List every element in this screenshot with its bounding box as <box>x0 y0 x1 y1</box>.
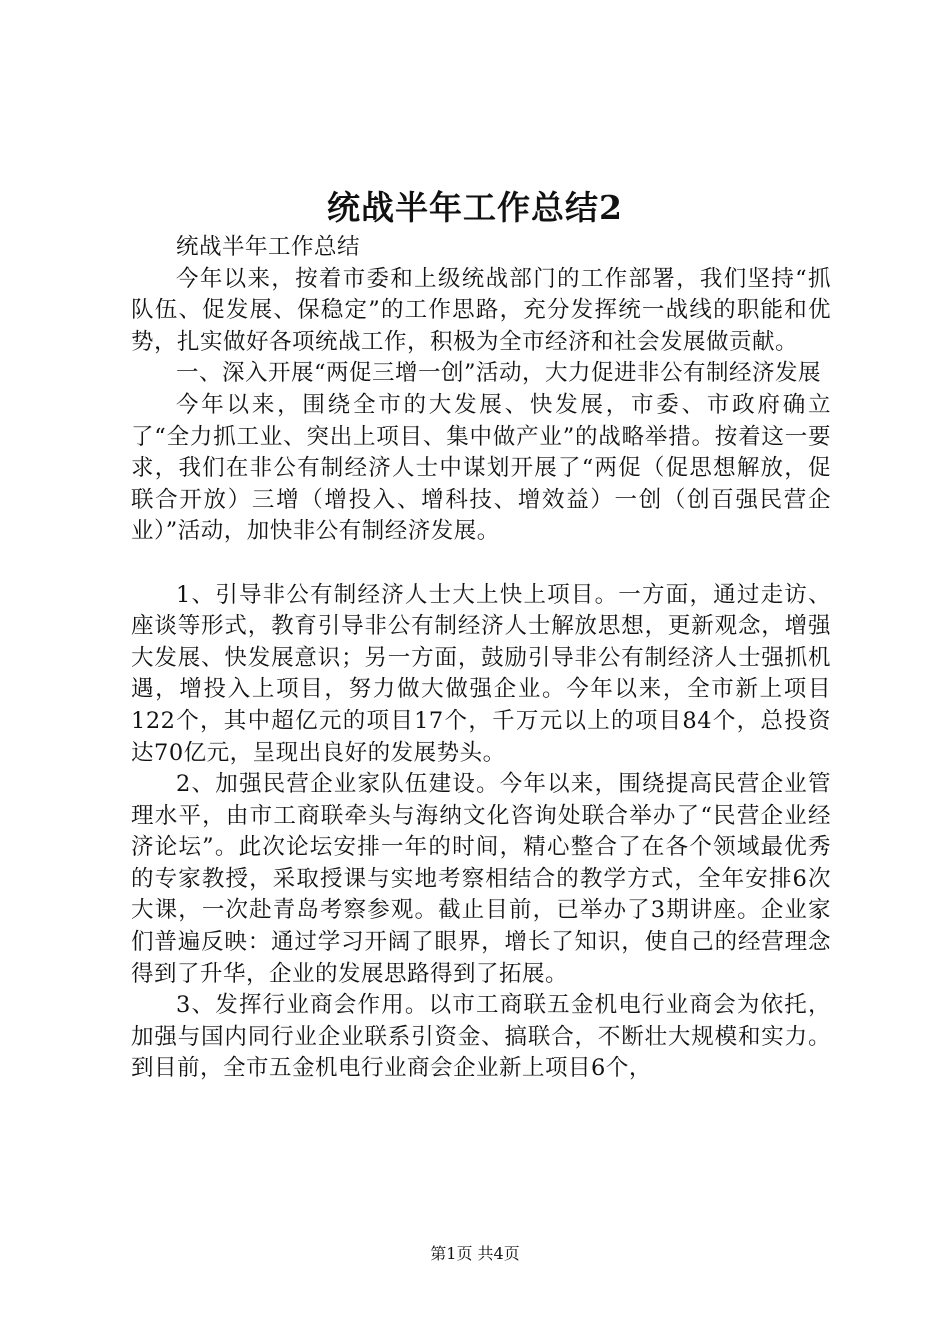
document-title: 统战半年工作总结2 <box>327 188 623 227</box>
subtitle-paragraph: 统战半年工作总结 <box>176 234 361 260</box>
page-footer: 第1页 共4页 <box>430 1244 520 1263</box>
body-paragraph: 2、加强民营企业家队伍建设。今年以来，围绕提高民营企业管理水平，由市工商联牵头与海纳文化咨询处联合举办了“民营企业经济论坛”。此次论坛安排一年的时间，精心整合了在各个领域最优秀的专家教授，采取授课与实地考察相结合的教学方式，全年安排6次大课，一次赴青岛考察参观。截止目前，已举办了3期讲座。企业家们普遍反映：通过学习开阔了眼界，增长了知识，使自己的经营理念得到了升华，企业的发展思路得到了拓展。 <box>131 771 831 987</box>
section-heading: 一、深入开展“两促三增一创”活动，大力促进非公有制经济发展 <box>176 360 822 387</box>
body-paragraph: 今年以来，围绕全市的大发展、快发展，市委、市政府确立了“全力抓工业、突出上项目、集中做产业”的战略举措。按着这一要求，我们在非公有制经济人士中谋划开展了“两促（促思想解放，促联合开放）三增（增投入、增科技、增效益）一创（创百强民营企业）”活动，加快非公有制经济发展。 <box>131 391 831 545</box>
body-paragraph: 3、发挥行业商会作用。以市工商联五金机电行业商会为依托，加强与国内同行业企业联系引资金、搞联合，不断壮大规模和实力。到目前，全市五金机电行业商会企业新上项目6个， <box>131 992 831 1082</box>
document-body <box>131 232 831 1085</box>
intro-paragraph: 今年以来，按着市委和上级统战部门的工作部署，我们坚持“抓队伍、促发展、保稳定”的工作思路，充分发挥统一战线的职能和优势，扎实做好各项统战工作，积极为全市经济和社会发展做贡献。 <box>131 265 831 355</box>
body-paragraph: 1、引导非公有制经济人士大上快上项目。一方面，通过走访、座谈等形式，教育引导非公有制经济人士解放思想，更新观念，增强大发展、快发展意识；另一方面，鼓励引导非公有制经济人士强抓机遇，增投入上项目，努力做大做强企业。今年以来，全市新上项目122个，其中超亿元的项目17个，千万元以上的项目84个，总投资达70亿元，呈现出良好的发展势头。 <box>131 581 831 766</box>
